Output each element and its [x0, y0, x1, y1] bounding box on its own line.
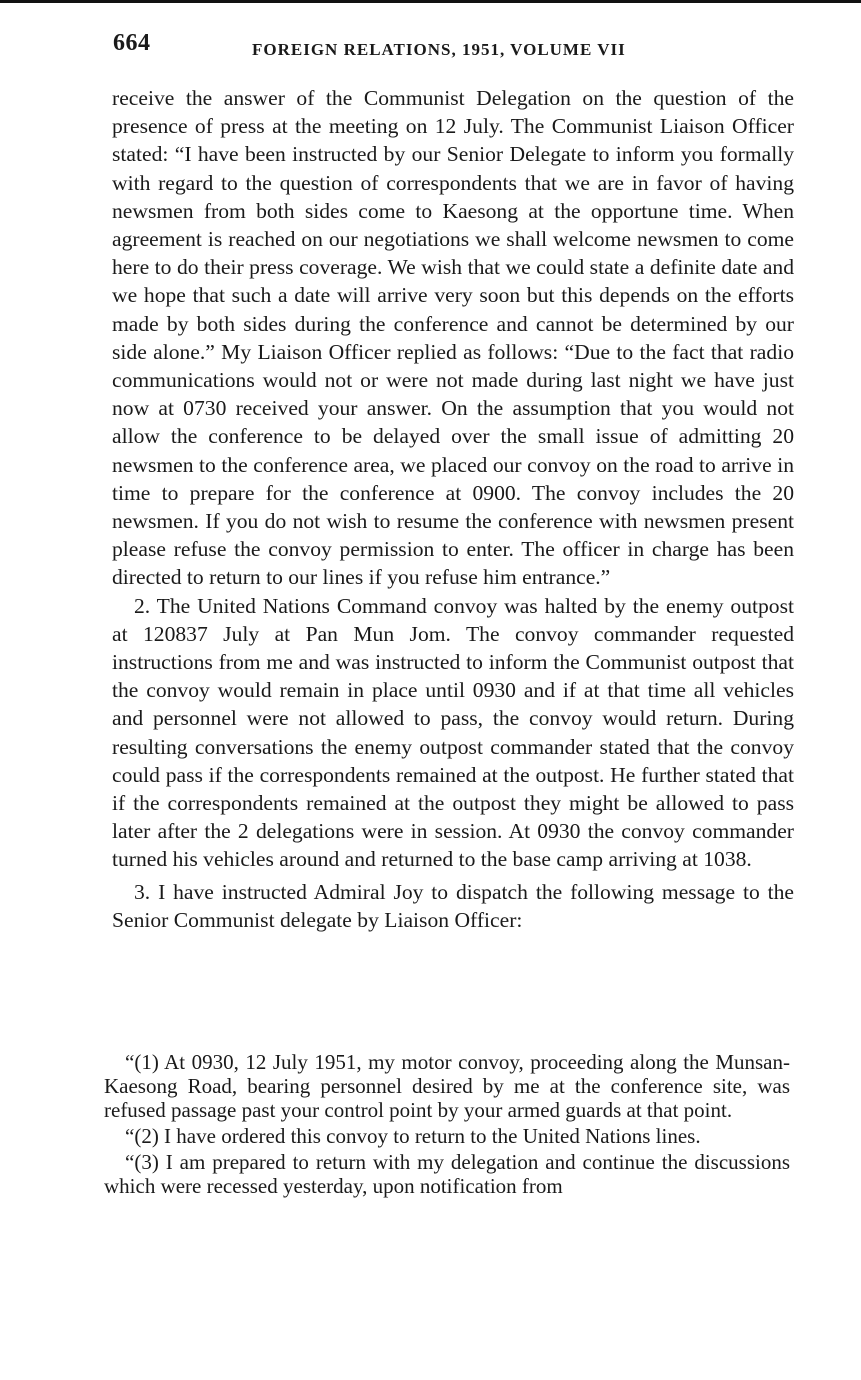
paragraph-2: 2. The United Nations Command convoy was halted by the enemy outpost at 120837 July at Pan Mun Jom. The convoy commander requested instructions from me and was instructed to inform the Communist outpost that the convoy would remain in place until 0930 and if at that time all vehicles and personnel were not allowed to pass, the convoy would return. During resulting conversations the enemy outpost commander stated that the convoy could pass if the correspondents remained at the outpost. He further stated that if the correspondents remained at the outpost they might be allowed to pass later after the 2 delegations were in session. At 0930 the convoy commander turned his vehicles around and returned to the base camp arriving at 1038.	[112, 593, 794, 872]
quote-item-3: “(3) I am prepared to return with my delegation and continue the discussions which were recessed yesterday, upon notification from	[104, 1150, 790, 1198]
running-head: FOREIGN RELATIONS, 1951, VOLUME VII	[252, 40, 626, 59]
quoted-message	[104, 1050, 790, 1198]
page-number: 664	[113, 30, 151, 56]
paragraph-continued: receive the answer of the Communist Delegation on the question of the presence of press at the meeting on 12 July. The Communist Liaison Officer stated: “I have been instructed by our Senior Delegate to inform you formally with regard to the question of correspondents that we are in favor of having newsmen from both sides come to Kaesong at the opportune time. When agreement is reached on our negotiations we shall welcome newsmen to come here to do their press coverage. We wish that we could state a definite date and we hope that such a date will arrive very soon but this depends on the efforts made by both sides during the conference and cannot be determined by our side alone.” My Liaison Officer replied as follows: “Due to the fact that radio communications would not or were not made during last night we have just now at 0730 received your answer. On the assumption that you would not allow the conference to be delayed over the small issue of admitting 20 newsmen to the conference area, we placed our convoy on the road to arrive in time to prepare for the conference at 0900. The convoy includes the 20 newsmen. If you do not wish to resume the conference with newsmen present please refuse the convoy permission to enter. The officer in charge has been directed to return to our lines if you refuse him entrance.”	[112, 86, 794, 590]
paragraph-3: 3. I have instructed Admiral Joy to dispatch the following message to the Senior Communist delegate by Liaison Officer:	[112, 879, 794, 932]
top-rule	[0, 0, 861, 3]
quote-item-2: “(2) I have ordered this convoy to return to the United Nations lines.	[125, 1124, 701, 1148]
body-text	[112, 84, 794, 934]
quote-item-1: “(1) At 0930, 12 July 1951, my motor convoy, proceeding along the Munsan-Kaesong Road, bearing personnel desired by me at the conference site, was refused passage past your control point by your armed guards at that point.	[104, 1050, 790, 1122]
